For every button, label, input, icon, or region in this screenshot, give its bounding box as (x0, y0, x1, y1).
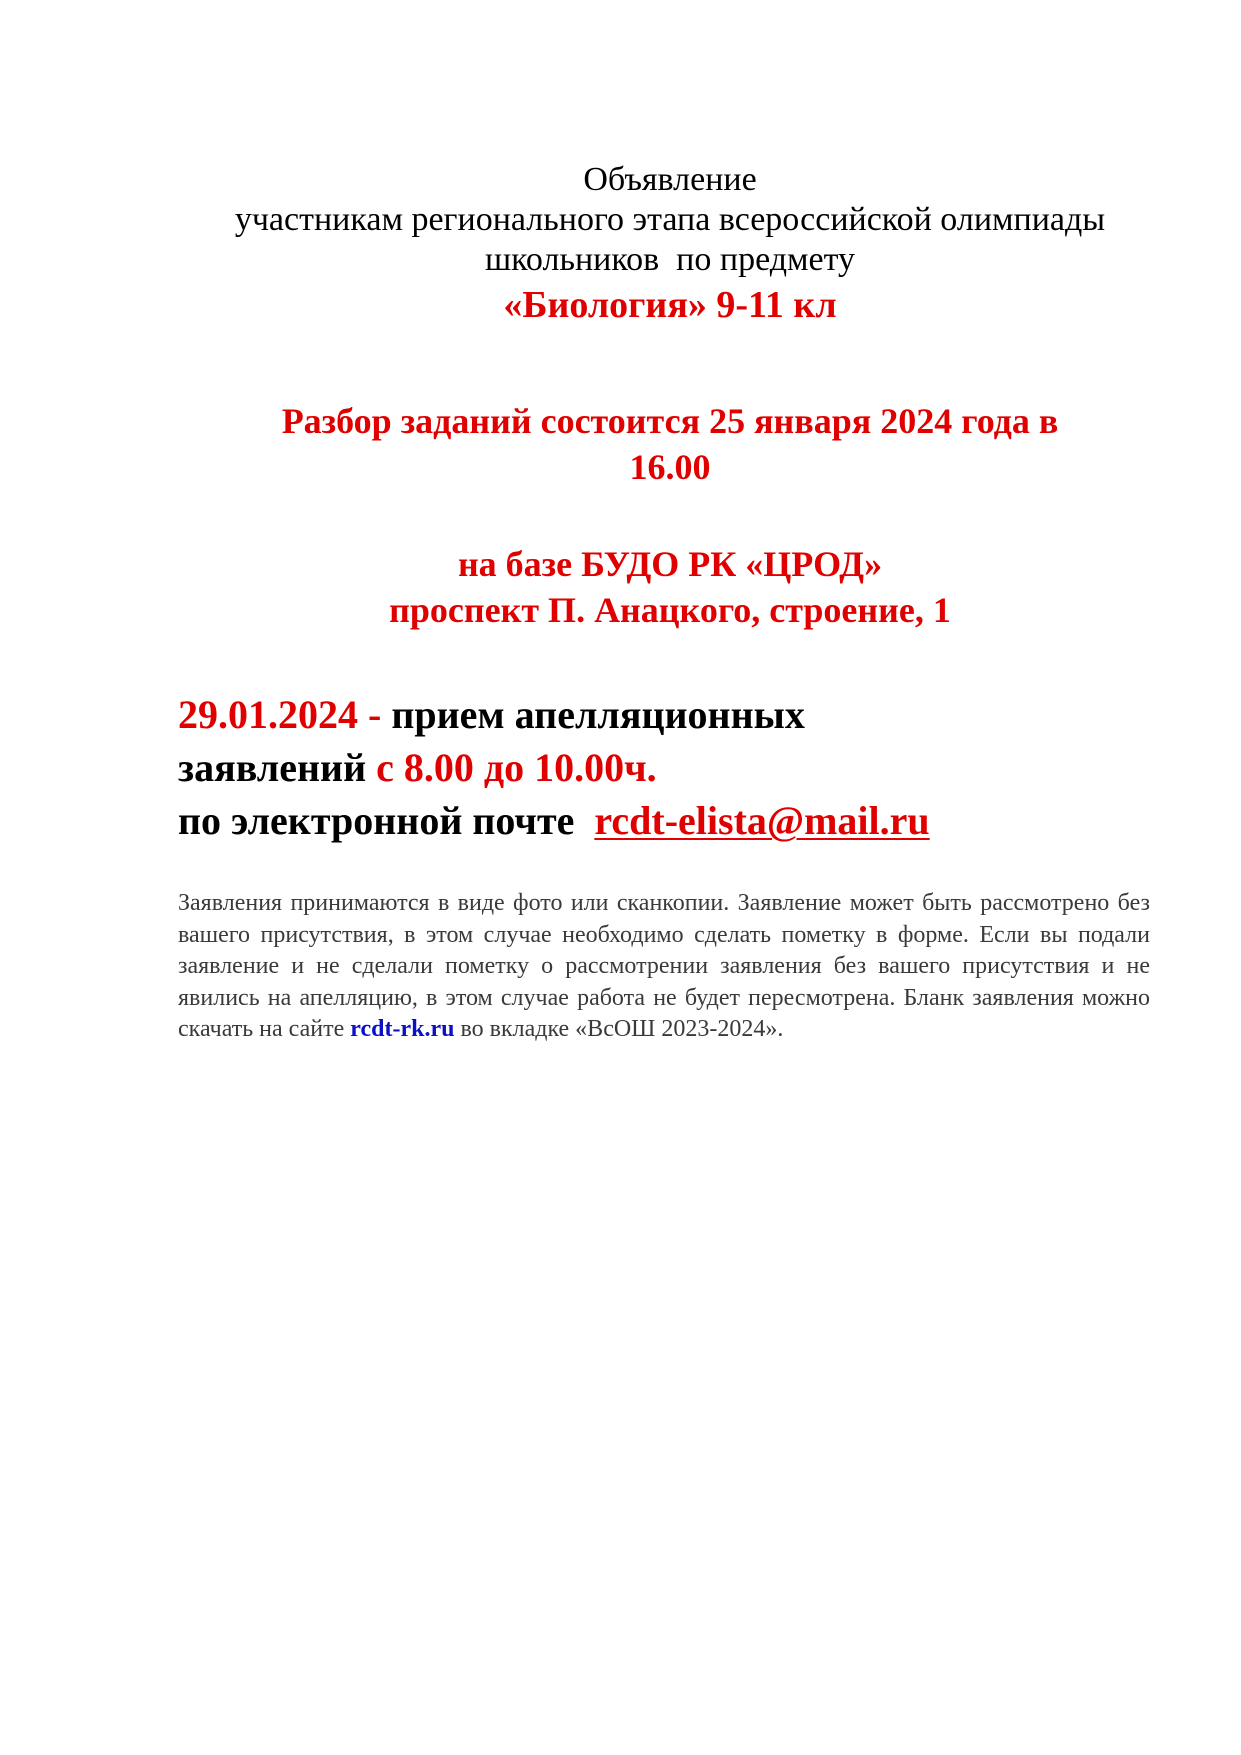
appeal-line3 (178, 794, 1178, 847)
announcement-title: Объявление (583, 161, 757, 198)
appeal-line2 (178, 741, 1178, 794)
discussion-info (140, 398, 1200, 490)
appeal-line1 (178, 688, 1178, 741)
announcement-heading (140, 160, 1200, 328)
appeal-email-link[interactable]: rcdt-elista@mail.ru (594, 798, 930, 843)
site-link[interactable]: rcdt-rk.ru (350, 1016, 455, 1042)
appeal-text2: заявлений (178, 745, 377, 790)
appeal-email-prefix: по электронной почте (178, 798, 595, 843)
announcement-subtitle-line2: школьников по предмету (484, 241, 856, 278)
venue-info (140, 541, 1200, 633)
appeal-text1: прием апелляционных (381, 692, 805, 737)
note-text-after: во вкладке «ВсОШ 2023-2024». (454, 1016, 784, 1042)
appeal-date: 29.01.2024 - (178, 692, 382, 737)
announcement-subtitle-line1: участникам регионального этапа всероссийской олимпиады (234, 201, 1106, 238)
appeal-time: с 8.00 до 10.00ч. (376, 745, 657, 790)
announcement-subject: «Биология» 9-11 кл (503, 284, 837, 326)
venue-line1: на базе БУДО РК «ЦРОД» (457, 544, 883, 584)
appeal-info (178, 688, 1178, 847)
appeal-note (178, 888, 1150, 1046)
discussion-line1: Разбор заданий состоится 25 января 2024 года в (281, 401, 1059, 441)
venue-line2: проспект П. Анацкого, строение, 1 (389, 590, 951, 630)
note-text-before: Заявления принимаются в виде фото или сканкопии. Заявление может быть рассмотрено без вашего присутствия, в этом случае необходимо сделать пометку в форме. Если вы подали заявление и не сделали пометку о рассмотрении заявления без вашего присутствия и не явились на апелляцию, в этом случае работа не будет пересмотрена. Бланк заявления можно скачать на сайте (178, 890, 1150, 1042)
discussion-line2: 16.00 (629, 447, 711, 487)
